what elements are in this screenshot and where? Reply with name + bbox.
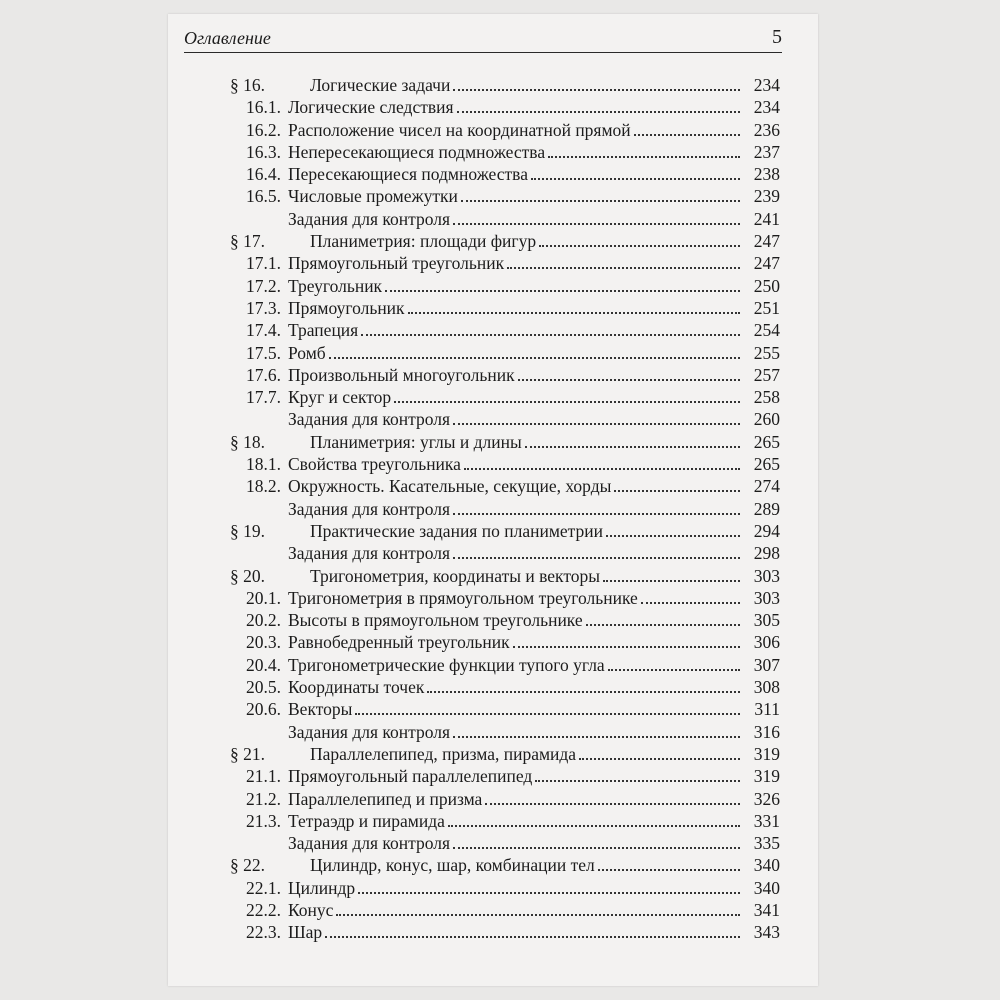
toc-entry-page: 255 [753, 342, 780, 363]
toc-entry-title: Задания для контроля [288, 409, 451, 430]
toc-entry-text-wrap [288, 297, 740, 319]
toc-entry-number: 17.3. [246, 297, 281, 318]
dot-leader [608, 655, 740, 671]
dot-leader [325, 922, 740, 938]
toc-entry-text-wrap [288, 587, 740, 609]
toc-entry-title: Параллелепипед и призма [288, 788, 483, 809]
dot-leader [427, 677, 740, 693]
toc-entry-text-wrap [288, 163, 740, 185]
toc-entry-text-wrap [288, 453, 740, 475]
toc-entry-page: 319 [753, 766, 780, 787]
toc-entry-title: Цилиндр [288, 877, 356, 898]
toc-entry-number: § 21. [230, 743, 265, 764]
dot-leader [453, 722, 740, 738]
toc-entry[interactable] [230, 342, 780, 364]
toc-entry-text-wrap [310, 565, 740, 587]
toc-entry[interactable] [230, 520, 780, 542]
toc-entry[interactable] [230, 721, 780, 743]
toc-entry-title: Конус [288, 899, 334, 920]
toc-entry[interactable] [230, 631, 780, 653]
toc-entry-text-wrap [288, 899, 740, 921]
toc-entry[interactable] [230, 185, 780, 207]
dot-leader [614, 476, 740, 492]
toc-entry-text-wrap [310, 854, 740, 876]
toc-entry-title: Прямоугольный треугольник [288, 253, 505, 274]
toc-entry-text-wrap [310, 230, 740, 252]
toc-entry[interactable] [230, 163, 780, 185]
toc-entry[interactable] [230, 141, 780, 163]
toc-entry-page: 316 [753, 721, 780, 742]
toc-entry-text-wrap [288, 96, 740, 118]
toc-entry-page: 294 [753, 520, 780, 541]
toc-entry-text-wrap [288, 141, 740, 163]
toc-entry[interactable] [230, 877, 780, 899]
dot-leader [464, 454, 740, 470]
toc-entry[interactable] [230, 921, 780, 943]
toc-entry-page: 238 [753, 164, 780, 185]
toc-entry-title: Пересекающиеся подмножества [288, 164, 528, 185]
toc-entry-text-wrap [288, 654, 740, 676]
dot-leader [361, 320, 740, 336]
dot-leader [606, 521, 740, 537]
toc-entry-page: 234 [753, 97, 780, 118]
toc-entry-title: Прямоугольник [288, 297, 405, 318]
dot-leader [457, 97, 740, 113]
dot-leader [408, 298, 740, 314]
toc-entry-text-wrap [288, 832, 740, 854]
toc-entry-page: 311 [754, 699, 780, 720]
toc-entry-text-wrap [288, 319, 740, 341]
toc-entry-text-wrap [288, 810, 740, 832]
toc-entry[interactable] [230, 609, 780, 631]
toc-entry-number: 20.6. [246, 699, 281, 720]
toc-entry-page: 331 [753, 810, 780, 831]
toc-entry-number: § 17. [230, 231, 265, 252]
toc-entry[interactable] [230, 297, 780, 319]
dot-leader [385, 276, 740, 292]
toc-entry[interactable] [230, 542, 780, 564]
toc-entry[interactable] [230, 565, 780, 587]
dot-leader [336, 900, 740, 916]
toc-entry[interactable] [230, 119, 780, 141]
dot-leader [513, 632, 740, 648]
dot-leader [453, 543, 740, 559]
toc-entry[interactable] [230, 96, 780, 118]
toc-entry[interactable] [230, 208, 780, 230]
dot-leader [634, 120, 740, 136]
dot-leader [394, 387, 740, 403]
toc-entry-text-wrap [288, 721, 740, 743]
toc-entry-page: 306 [753, 632, 780, 653]
dot-leader [539, 231, 740, 247]
toc-entry-title: Цилиндр, конус, шар, комбинации тел [310, 855, 595, 876]
toc-entry-number: 17.4. [246, 320, 281, 341]
toc-entry-page: 247 [753, 231, 780, 252]
toc-entry-number: 17.7. [246, 387, 281, 408]
toc-entry-page: 303 [753, 565, 780, 586]
dot-leader [358, 878, 740, 894]
toc-entry[interactable] [230, 854, 780, 876]
toc-entry[interactable] [230, 230, 780, 252]
toc-entry[interactable] [230, 431, 780, 453]
toc-entry-title: Произвольный многоугольник [288, 364, 515, 385]
toc-entry-page: 265 [753, 431, 780, 452]
dot-leader [507, 253, 740, 269]
toc-entry-number: § 16. [230, 75, 265, 95]
toc-entry-page: 258 [753, 387, 780, 408]
toc-entry-text-wrap [310, 74, 740, 96]
toc-entry-text-wrap [288, 408, 740, 430]
toc-entry-title: Задания для контроля [288, 208, 451, 229]
toc-entry-number: 22.3. [246, 922, 281, 943]
toc-entry[interactable] [230, 587, 780, 609]
toc-entry-page: 335 [753, 833, 780, 854]
toc-entry-number: § 20. [230, 565, 265, 586]
toc-entry-title: Непересекающиеся подмножества [288, 141, 546, 162]
toc-entry-page: 340 [753, 855, 780, 876]
toc-entry-page: 237 [753, 141, 780, 162]
dot-leader [641, 588, 740, 604]
toc-entry-page: 241 [753, 208, 780, 229]
toc-entry-title: Координаты точек [288, 677, 425, 698]
toc-entry-text-wrap [288, 119, 740, 141]
dot-leader [603, 566, 740, 582]
toc-entry-number: 18.2. [246, 476, 281, 497]
toc-entry-text-wrap [288, 342, 740, 364]
toc-entry-page: 298 [753, 543, 780, 564]
toc-entry-text-wrap [288, 676, 740, 698]
toc-entry-text-wrap [288, 386, 740, 408]
toc-entry[interactable] [230, 899, 780, 921]
toc-entry[interactable] [230, 676, 780, 698]
toc-entry[interactable] [230, 319, 780, 341]
toc-entry[interactable] [230, 498, 780, 520]
toc-entry-page: 236 [753, 119, 780, 140]
toc-entry-title: Логические задачи [310, 75, 451, 95]
toc-entry[interactable] [230, 475, 780, 497]
toc-entry-title: Равнобедренный треугольник [288, 632, 510, 653]
toc-entry[interactable] [230, 252, 780, 274]
toc-entry[interactable] [230, 765, 780, 787]
toc-entry-title: Трапеция [288, 320, 359, 341]
toc-entry-number: 20.1. [246, 587, 281, 608]
toc-entry-page: 251 [753, 297, 780, 318]
toc-entry-text-wrap [288, 252, 740, 274]
toc-entry[interactable] [230, 386, 780, 408]
toc-entry[interactable] [230, 453, 780, 475]
toc-entry-number: 17.1. [246, 253, 281, 274]
toc-entry-title: Расположение чисел на координатной прямой [288, 119, 631, 140]
toc-entry-title: Задания для контроля [288, 543, 451, 564]
toc-entry-number: 17.2. [246, 275, 281, 296]
toc-entry[interactable] [230, 275, 780, 297]
toc-entry-text-wrap [288, 364, 740, 386]
dot-leader [548, 142, 740, 158]
toc-entry-number: 20.4. [246, 654, 281, 675]
dot-leader [518, 365, 740, 381]
dot-leader [586, 610, 740, 626]
toc-entry-text-wrap [288, 185, 740, 207]
toc-entry[interactable] [230, 654, 780, 676]
page-header [184, 26, 782, 53]
toc-entry-title: Практические задания по планиметрии [310, 520, 603, 541]
book-page [168, 14, 818, 986]
toc-entry-title: Тригонометрия в прямоугольном треугольнике [288, 587, 638, 608]
toc-entry-number: 16.4. [246, 164, 281, 185]
toc-entry-title: Высоты в прямоугольном треугольнике [288, 610, 583, 631]
toc-entry[interactable] [230, 408, 780, 430]
toc-entry[interactable] [230, 832, 780, 854]
toc-entry-number: 21.3. [246, 810, 281, 831]
toc-entry-page: 250 [753, 275, 780, 296]
toc-entry-title: Круг и сектор [288, 387, 392, 408]
toc-entry-page: 274 [753, 476, 780, 497]
toc-entry-page: 265 [753, 454, 780, 475]
toc-entry-page: 260 [753, 409, 780, 430]
toc-entry-title: Числовые промежутки [288, 186, 458, 207]
toc-entry-title: Тетраэдр и пирамида [288, 810, 445, 831]
toc-entry-page: 254 [753, 320, 780, 341]
toc-entry-number: 20.2. [246, 610, 281, 631]
dot-leader [329, 343, 740, 359]
page-number: 5 [772, 26, 782, 48]
toc-entry-page: 305 [753, 610, 780, 631]
dot-leader [355, 699, 740, 715]
toc-entry-title: Прямоугольный параллелепипед [288, 766, 533, 787]
toc-entry-page: 234 [753, 75, 780, 95]
toc-entry-title: Задания для контроля [288, 833, 451, 854]
toc-entry-title: Планиметрия: углы и длины [310, 431, 522, 452]
toc-entry-page: 340 [753, 877, 780, 898]
toc-entry[interactable] [230, 74, 780, 96]
toc-entry-text-wrap [288, 765, 740, 787]
toc-entry-text-wrap [288, 208, 740, 230]
toc-entry-number: 16.5. [246, 186, 281, 207]
toc-entry-page: 319 [753, 743, 780, 764]
toc-entry-number: § 22. [230, 855, 265, 876]
toc-entry-number: § 18. [230, 431, 265, 452]
dot-leader [485, 789, 740, 805]
dot-leader [448, 811, 740, 827]
toc-entry-number: 17.6. [246, 364, 281, 385]
toc-entry-page: 326 [753, 788, 780, 809]
toc-entry-number: 21.1. [246, 766, 281, 787]
toc-entry-text-wrap [288, 275, 740, 297]
toc-entry-text-wrap [288, 542, 740, 564]
toc-entry-title: Логические следствия [288, 97, 454, 118]
toc-entry-text-wrap [288, 498, 740, 520]
toc-entry-page: 257 [753, 364, 780, 385]
toc-entry-number: 16.1. [246, 97, 281, 118]
toc-entry-text-wrap [288, 921, 740, 943]
dot-leader [453, 833, 740, 849]
toc-entry-number: § 19. [230, 520, 265, 541]
toc-entry-page: 289 [753, 498, 780, 519]
toc-entry-text-wrap [288, 788, 740, 810]
dot-leader [461, 186, 740, 202]
toc-entry-text-wrap [288, 475, 740, 497]
dot-leader [453, 409, 740, 425]
toc-entry-text-wrap [288, 698, 740, 720]
toc-entry-page: 341 [753, 899, 780, 920]
toc-entry-title: Планиметрия: площади фигур [310, 231, 537, 252]
toc-entry-title: Окружность. Касательные, секущие, хорды [288, 476, 612, 497]
toc-entry-page: 307 [753, 654, 780, 675]
toc-entry-number: 20.3. [246, 632, 281, 653]
table-of-contents [230, 74, 780, 944]
toc-entry-title: Задания для контроля [288, 721, 451, 742]
toc-entry-title: Тригонометрия, координаты и векторы [310, 565, 601, 586]
dot-leader [525, 432, 740, 448]
toc-entry-number: 16.3. [246, 141, 281, 162]
toc-entry-text-wrap [310, 431, 740, 453]
toc-entry-title: Векторы [288, 699, 353, 720]
toc-entry-number: 20.5. [246, 677, 281, 698]
toc-entry-number: 16.2. [246, 119, 281, 140]
toc-entry-title: Задания для контроля [288, 498, 451, 519]
toc-entry-title: Параллелепипед, призма, пирамида [310, 743, 577, 764]
toc-entry-number: 17.5. [246, 342, 281, 363]
dot-leader [453, 75, 740, 91]
toc-entry-title: Треугольник [288, 275, 383, 296]
toc-entry-text-wrap [288, 609, 740, 631]
dot-leader [453, 499, 740, 515]
toc-entry-page: 239 [753, 186, 780, 207]
dot-leader [535, 766, 740, 782]
toc-entry[interactable] [230, 743, 780, 765]
dot-leader [579, 744, 740, 760]
toc-entry-text-wrap [310, 520, 740, 542]
dot-leader [598, 855, 740, 871]
toc-entry-number: 18.1. [246, 454, 281, 475]
toc-entry-number: 21.2. [246, 788, 281, 809]
toc-entry[interactable] [230, 698, 780, 720]
toc-entry-text-wrap [288, 631, 740, 653]
toc-entry-text-wrap [310, 743, 740, 765]
toc-entry-page: 247 [753, 253, 780, 274]
dot-leader [531, 164, 740, 180]
page-title: Оглавление [184, 28, 271, 48]
toc-entry-number: 22.2. [246, 899, 281, 920]
toc-entry-text-wrap [288, 877, 740, 899]
toc-entry-title: Тригонометрические функции тупого угла [288, 654, 605, 675]
toc-entry-page: 343 [753, 922, 780, 943]
toc-entry[interactable] [230, 364, 780, 386]
toc-entry-title: Шар [288, 922, 323, 943]
dot-leader [453, 209, 740, 225]
toc-entry-title: Ромб [288, 342, 326, 363]
toc-entry-title: Свойства треугольника [288, 454, 461, 475]
toc-entry[interactable] [230, 788, 780, 810]
toc-entry-page: 303 [753, 587, 780, 608]
toc-entry-page: 308 [753, 677, 780, 698]
toc-entry[interactable] [230, 810, 780, 832]
toc-entry-number: 22.1. [246, 877, 281, 898]
